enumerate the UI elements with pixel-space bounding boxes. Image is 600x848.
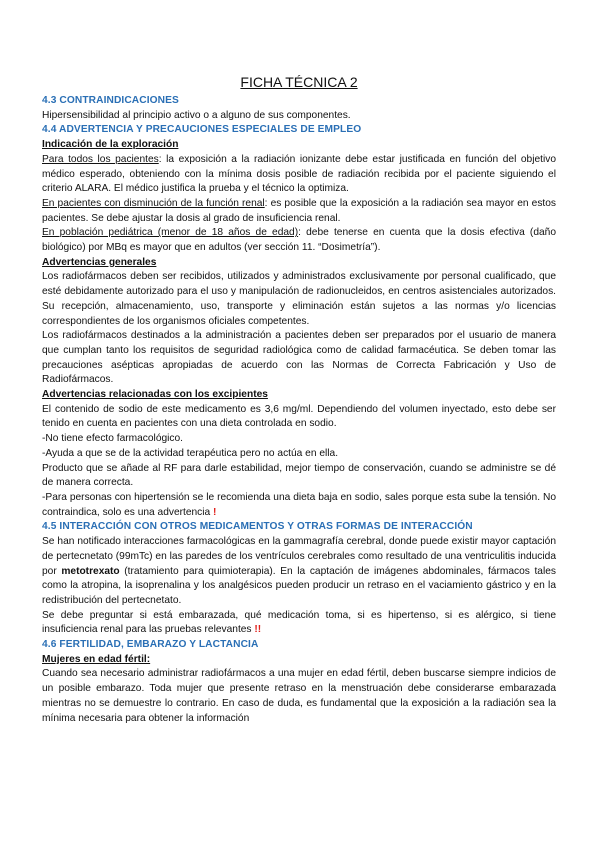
excipient-p3: -Ayuda a que se de la actividad terapéutica pero no actúa en ella.: [42, 447, 339, 459]
fertile-women-p1: Cuando sea necesario administrar radiofármacos a una mujer en edad fértil, deben buscarse siempre indicios de un posible embarazo. Toda mujer que presente retraso en la menstruación debe considerarse embarazada mientras no se demuestre lo contrario. En caso de duda, es fundamental que la exposición a la radiación sea la mínima necesaria para obtener la información: [42, 668, 556, 724]
page-title: FICHA TÉCNICA 2: [240, 74, 358, 90]
general-warnings-p1: Los radiofármacos deben ser recibidos, utilizados y administrados exclusivamente por personal cualificado, que esté debidamente autorizado para el uso y manipulación de radionucleidos, en centros asistenciales autorizados. Su recepción, almacenamiento, uso, transporte y eliminación están sujetos a las normas y/o licencias correspondientes de los organismos oficiales competentes.: [42, 271, 556, 327]
indication-heading: Indicación de la exploración: [42, 139, 179, 151]
interaction-p2: [42, 609, 556, 638]
fertile-women-heading: Mujeres en edad fértil:: [42, 653, 151, 665]
section-4-5-heading: 4.5 INTERACCIÓN CON OTROS MEDICAMENTOS Y OTRAS FORMAS DE INTERACCIÓN: [42, 521, 473, 533]
interaction-p1-b: (tratamiento para quimioterapia). En la captación de imágenes abdominales, fármacos tales como la atropina, la isoprenalina y los analgésicos pueden producir un retraso en el vaciamiento gástrico y en la redistribución del pertecnetato.: [42, 565, 556, 606]
exclamation-mark: !: [213, 506, 217, 518]
paragraph-renal: [42, 197, 556, 226]
text-pediatric: : debe tenerse en cuenta que la dosis efectiva (daño biológico) por MBq es mayor que en adultos (ver sección 11. “Dosimetría”).: [42, 227, 556, 254]
section-4-4-heading: 4.4 ADVERTENCIA Y PRECAUCIONES ESPECIALES DE EMPLEO: [42, 124, 362, 136]
interaction-p2-text: Se debe preguntar si está embarazada, qué medicación toma, si es hipertenso, si es alérgico, si tiene insuficiencia renal para las pruebas relevantes: [42, 609, 556, 636]
label-renal: En pacientes con disminución de la función renal: [42, 197, 265, 209]
section-4-3-heading: 4.3 CONTRAINDICACIONES: [42, 95, 179, 106]
general-warnings-heading: Advertencias generales: [42, 256, 157, 268]
contraindications-text: Hipersensibilidad al principio activo o a alguno de sus componentes.: [42, 109, 351, 121]
general-warnings-p2: Los radiofármacos destinados a la administración a pacientes deben ser preparados por el usuario de manera que cumplan tanto los requisitos de seguridad radiológica como de calidad farmacéutica. Se deben tomar las precauciones asépticas apropiadas de acuerdo con las Normas de Correcta Fabricación y Uso de Radiofármacos.: [42, 330, 556, 386]
double-exclamation-mark: !!: [254, 624, 262, 636]
interaction-p1-a: Se han notificado interacciones farmacológicas en la gammagrafía cerebral, donde puede existir mayor captación de pertecnetato (99mTc) en las paredes de los ventrículos cerebrales como resultado de una ventriculitis inducida por: [42, 536, 556, 577]
excipient-p4: Producto que se añade al RF para darle estabilidad, mejor tiempo de conservación, cuando se administre se dé de manera correcta.: [42, 462, 556, 489]
interaction-p1: [42, 535, 556, 609]
label-pediatric: En población pediátrica (menor de 18 años de edad): [42, 227, 299, 239]
section-4-6-heading: 4.6 FERTILIDAD, EMBARAZO Y LACTANCIA: [42, 639, 259, 651]
paragraph-pediatric: [42, 226, 556, 255]
excipient-p2: -No tiene efecto farmacológico.: [42, 433, 183, 445]
excipient-p5: [42, 491, 556, 520]
excipient-warnings-heading: Advertencias relacionadas con los excipientes: [42, 389, 268, 401]
excipient-p1: El contenido de sodio de este medicamento es 3,6 mg/ml. Dependiendo del volumen inyectado, esto debe ser tenido en cuenta en pacientes con una dieta controlada en sodio.: [42, 403, 556, 430]
document-page: [42, 72, 556, 726]
text-all-patients: : la exposición a la radiación ionizante debe estar justificada en función del objetivo médico esperado, obteniendo con la mínima dosis posible de radiación recibida por el paciente siguiendo el criterio ALARA. El médico justifica la prueba y el técnico la optimiza.: [42, 153, 556, 195]
excipient-p5-text: -Para personas con hipertensión se le recomienda una dieta baja en sodio, sales porque esta sube la tensión. No contraindica, solo es una advertencia: [42, 491, 556, 518]
paragraph-all-patients: [42, 153, 556, 197]
methotrexate-term: metotrexato: [61, 565, 120, 577]
label-all-patients: Para todos los pacientes: [42, 153, 159, 165]
text-renal: : es posible que la exposición a la radiación sea mayor en estos pacientes. Se debe ajustar la dosis al grado de insuficiencia renal.: [42, 197, 557, 224]
